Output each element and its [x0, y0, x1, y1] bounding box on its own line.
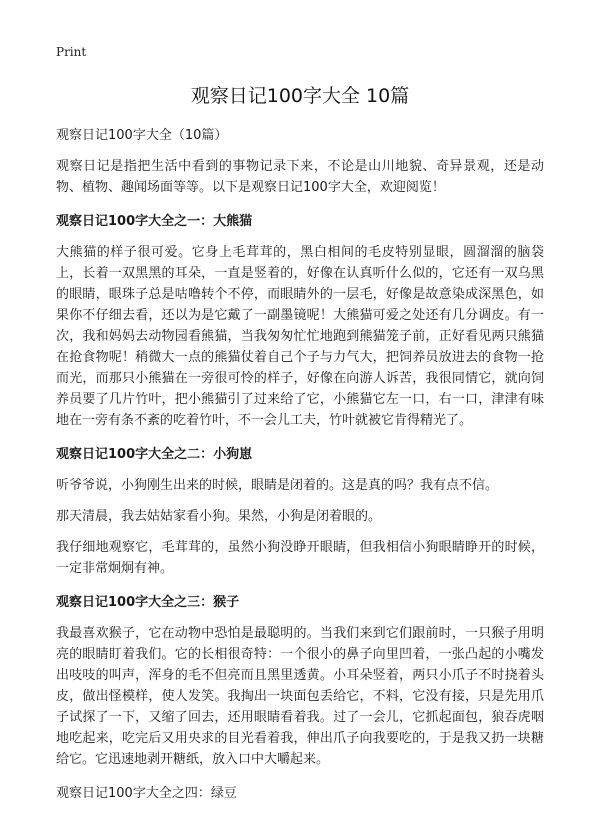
section-heading-mung-bean: 观察日记100字大全之四：绿豆 — [56, 786, 237, 801]
puppy-paragraph-2: 那天清晨，我去姑姑家看小狗。果然，小狗是闭着眼的。 — [56, 509, 382, 524]
section-heading-panda: 观察日记100字大全之一：大熊猫 — [56, 214, 253, 229]
section-heading-puppy: 观察日记100字大全之二：小狗崽 — [56, 447, 253, 462]
intro-paragraph: 观察日记是指把生活中看到的事物记录下来，不论是山川地貌、奇异景观，还是动物、植物、趣闻场面等等。以下是观察日记100字大全，欢迎阅览！ — [56, 159, 544, 195]
puppy-paragraph-3: 我仔细地观察它，毛茸茸的，虽然小狗没睁开眼睛，但我相信小狗眼睛睁开的时候，一定非常炯炯有神。 — [56, 540, 544, 576]
page-title: 观察日记100字大全 10篇 — [190, 85, 410, 107]
panda-paragraph: 大熊猫的样子很可爱。它身上毛茸茸的，黑白相间的毛皮特别显眼，圆溜溜的脑袋上，长着一双黑黑的耳朵，一直是竖着的，好像在认真听什么似的，它还有一双乌黑的眼睛，眼珠子总是咕噜转个不停，而眼睛外的一层毛，好像是故意染成深黑色，如果你不仔细去看，还以为是它戴了一副墨镜呢！大熊猫可爱之处还有几分调皮。有一次，我和妈妈去动物园看熊猫，当我匆匆忙忙地跑到熊猫笼子前，正好看见两只熊猫在抢食物呢！稍微大一点的熊猫仗着自己个子与力气大，把饲养员放进去的食物一抢而光，而那只小熊猫在一旁很可怜的样子，好像在向游人诉苦，我很同情它，就向饲养员要了几片竹叶，把小熊猫引了过来给了它，小熊猫它左一口，右一口，津津有味地在一旁有条不紊的吃着竹叶，不一会儿工夫，竹叶就被它肯得精光了。 — [56, 245, 544, 428]
document-subtitle: 观察日记100字大全（10篇） — [56, 128, 228, 143]
monkey-paragraph: 我最喜欢猴子，它在动物中恐怕是最聪明的。当我们来到它们跟前时，一只猴子用明亮的眼睛盯着我们。它的长相很奇特：一个很小的鼻子向里凹着，一张凸起的小嘴发出吱吱的叫声，浑身的毛不但亮而且黑里透黄。小耳朵竖着，两只小爪子不时挠着头皮，做出怪模样，使人发笑。我掏出一块面包丢给它，不料，它没有接，只是先用爪子试探了一下，又缩了回去，还用眼睛看着我。过了一会儿，它抓起面包，狼吞虎咽地吃起来，吃完后又用央求的目光看着我，伸出爪子向我要吃的，于是我又扔一块糖给它。它迅速地剥开糖纸，放入口中大嚼起来。 — [56, 626, 544, 767]
print-link[interactable]: Print — [56, 45, 87, 59]
section-heading-monkey: 观察日记100字大全之三：猴子 — [56, 595, 240, 610]
puppy-paragraph-1: 听爷爷说，小狗刚生出来的时候，眼睛是闭着的。这是真的吗？我有点不信。 — [56, 478, 499, 493]
